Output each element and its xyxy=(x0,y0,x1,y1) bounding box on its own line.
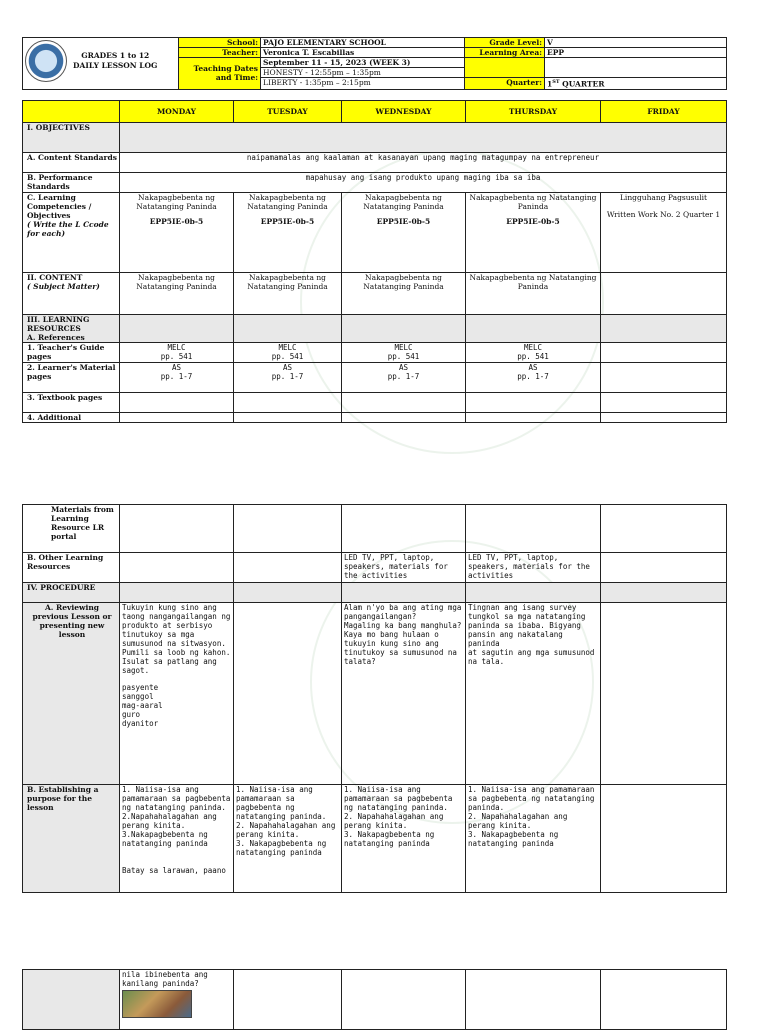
purpose-wednesday: 1. Naiisa-isa ang pamamaraan sa pagbebenta ng natatanging paninda. 2. Napahahalagahan ang perang kinita. 3. Nakapagbebenta ng natatanging paninda xyxy=(342,785,466,893)
purpose-monday: 1. Naiisa-isa ang pamamaraan sa pagbebenta ng natatanging paninda. 2.Napahahalagahan ang perang kinita. 3.Nakapagbebenta ng natatanging paninda Batay sa larawan, paano xyxy=(120,785,234,893)
content-wednesday: Nakapagbebenta ng Natatanging Paninda xyxy=(342,273,466,315)
header-table xyxy=(22,37,727,90)
objectives-label: I. OBJECTIVES xyxy=(23,123,120,153)
tg-thursday: MELC pp. 541 xyxy=(466,343,601,363)
content-standards-label: A. Content Standards xyxy=(23,153,120,173)
references-label: A. References xyxy=(27,333,85,342)
school-value: PAJO ELEMENTARY SCHOOL xyxy=(261,38,465,48)
lm-wednesday: AS pp. 1-7 xyxy=(342,363,466,393)
honesty-schedule: HONESTY - 12:55pm – 1:35pm xyxy=(261,68,465,78)
learning-area-value: EPP xyxy=(545,48,727,58)
lesson-table-page2 xyxy=(22,504,727,893)
deped-seal-logo xyxy=(25,40,67,82)
lm-monday: AS pp. 1-7 xyxy=(120,363,234,393)
lm-thursday: AS pp. 1-7 xyxy=(466,363,601,393)
competency-thursday: Nakapagbebenta ng Natatanging Paninda EPP5IE-0b-5 xyxy=(466,193,601,273)
grade-level-label: Grade Level: xyxy=(465,38,545,48)
learning-resources-label: III. LEARNING RESOURCES A. References xyxy=(23,315,120,343)
performance-standards-label: B. Performance Standards xyxy=(23,173,120,193)
competencies-note: ( Write the L Ccode for each) xyxy=(27,220,109,238)
day-header-tuesday: TUESDAY xyxy=(234,101,342,123)
tg-monday: MELC pp. 541 xyxy=(120,343,234,363)
teacher-value: Veronica T. Escabillas xyxy=(261,48,465,58)
tg-tuesday: MELC pp. 541 xyxy=(234,343,342,363)
teaching-dates-label: Teaching Dates and Time: xyxy=(179,58,261,90)
content-standards-text: naipamamalas ang kaalaman at kasanayan upang maging matagumpay na entrepreneur xyxy=(120,153,727,173)
additional-label: 4. Additional xyxy=(23,413,120,423)
log-title-line1: GRADES 1 to 12 xyxy=(81,51,150,60)
other-resources-wednesday: LED TV, PPT, laptop, speakers, materials for the activities xyxy=(342,553,466,583)
quarter-value: 1ST QUARTER xyxy=(545,78,727,90)
purpose-tuesday: 1. Naiisa-isa ang pamamaraan sa pagbebenta ng natatanging paninda. 2. Napahahalagahan ang perang kinita. 3. Nakapagbebenta ng natatanging paninda xyxy=(234,785,342,893)
teachers-guide-label: 1. Teacher's Guide pages xyxy=(23,343,120,363)
day-header-thursday: THURSDAY xyxy=(466,101,601,123)
review-thursday: Tingnan ang isang survey tungkol sa mga natatanging paninda sa ibaba. Bigyang pansin ang nakatalang paninda at sagutin ang mga sumusunod na tala. xyxy=(466,603,601,785)
tg-wednesday: MELC pp. 541 xyxy=(342,343,466,363)
other-resources-thursday: LED TV, PPT, laptop, speakers, materials for the activities xyxy=(466,553,601,583)
header-title-cell xyxy=(23,38,179,90)
content-label: II. CONTENT ( Subject Matter) xyxy=(23,273,120,315)
lesson-table-page3 xyxy=(22,969,727,1030)
competencies-label: C. Learning Competencies / Objectives ( Write the L Ccode for each) xyxy=(23,193,120,273)
content-monday: Nakapagbebenta ng Natatanging Paninda xyxy=(120,273,234,315)
review-wednesday: Alam n'yo ba ang ating mga pangangailangan? Magaling ka bang manghula? Kaya mo bang hulaan o tukuyin kung sino ang tinutukoy sa sumusunod na talata? xyxy=(342,603,466,785)
lesson-table-page1 xyxy=(22,100,727,423)
log-title-line2: DAILY LESSON LOG xyxy=(73,61,158,70)
learners-material-label: 2. Learner's Material pages xyxy=(23,363,120,393)
content-thursday: Nakapagbebenta ng Natatanging Paninda xyxy=(466,273,601,315)
content-note: ( Subject Matter) xyxy=(27,282,100,291)
day-header-friday: FRIDAY xyxy=(601,101,727,123)
purpose-thursday: 1. Naiisa-isa ang pamamaraan sa pagbebenta ng natatanging paninda. 2. Napahahalagahan ang perang kinita. 3. Nakapagbebenta ng natatanging paninda xyxy=(466,785,601,893)
content-tuesday: Nakapagbebenta ng Natatanging Paninda xyxy=(234,273,342,315)
competency-friday: Lingguhang Pagsusulit Written Work No. 2 Quarter 1 xyxy=(601,193,727,273)
grade-level-value: V xyxy=(545,38,727,48)
school-label: School: xyxy=(179,38,261,48)
performance-standards-text: mapahusay ang isang produkto upang maging iba sa iba xyxy=(120,173,727,193)
textbook-label: 3. Textbook pages xyxy=(23,393,120,413)
lm-tuesday: AS pp. 1-7 xyxy=(234,363,342,393)
other-resources-label: B. Other Learning Resources xyxy=(23,553,120,583)
learning-area-label: Learning Area: xyxy=(465,48,545,58)
reviewing-label: A. Reviewing previous Lesson or presenting new lesson xyxy=(23,603,120,785)
competency-wednesday: Nakapagbebenta ng Natatanging Paninda EPP5IE-0b-5 xyxy=(342,193,466,273)
competency-tuesday: Nakapagbebenta ng Natatanging Paninda EPP5IE-0b-5 xyxy=(234,193,342,273)
teaching-dates-value: September 11 - 15, 2023 (WEEK 3) xyxy=(261,58,465,68)
liberty-schedule: LIBERTY - 1:35pm – 2:15pm xyxy=(261,78,465,90)
establishing-label: B. Establishing a purpose for the lesson xyxy=(23,785,120,893)
additional-cont-label: Materials from Learning Resource LR portal xyxy=(23,505,120,553)
market-photo xyxy=(122,990,192,1018)
teacher-label: Teacher: xyxy=(179,48,261,58)
competency-monday: Nakapagbebenta ng Natatanging Paninda EPP5IE-0b-5 xyxy=(120,193,234,273)
quarter-label: Quarter: xyxy=(465,78,545,90)
review-monday: Tukuyin kung sino ang taong nangangailangan ng produkto at serbisyo tinutukoy sa mga sumusunod na sitwasyon. Pumili sa loob ng kahon. Isulat sa patlang ang sagot. pasyente sanggol mag-aaral guro dyanitor xyxy=(120,603,234,785)
procedure-label: IV. PROCEDURE xyxy=(23,583,120,603)
day-header-wednesday: WEDNESDAY xyxy=(342,101,466,123)
day-header-monday: MONDAY xyxy=(120,101,234,123)
purpose-monday-continuation: nila ibinebenta ang kanilang paninda? xyxy=(120,970,234,1030)
